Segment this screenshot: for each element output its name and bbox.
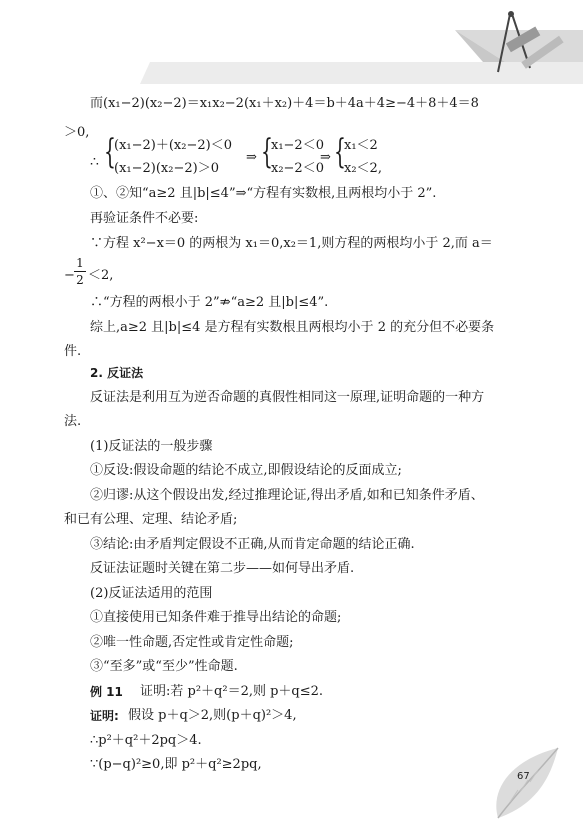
therefore-symbol: ∴ bbox=[90, 154, 99, 170]
subheading: (2)反证法适用的范围 bbox=[90, 586, 213, 601]
text-line: 反证法证题时关键在第二步——如何导出矛盾. bbox=[90, 561, 355, 576]
example-label: 例 11 bbox=[90, 685, 123, 699]
proof-label: 证明: bbox=[90, 709, 119, 723]
example-text: 证明:若 p²＋q²＝2,则 p＋q≤2. bbox=[140, 684, 324, 699]
fraction-numerator: 1 bbox=[76, 256, 84, 270]
text-line: ＜2, bbox=[88, 268, 114, 283]
text-line: 而(x₁−2)(x₂−2)＝x₁x₂−2(x₁＋x₂)＋4＝b＋4a＋4≥−4＋8＋4＝8 bbox=[90, 96, 479, 111]
header-decoration bbox=[0, 0, 583, 110]
implies-arrow: ⇒ bbox=[320, 150, 331, 165]
section-heading: 2. 反证法 bbox=[90, 366, 144, 380]
text-line: 综上,a≥2 且|b|≤4 是方程有实数根且两根均小于 2 的充分但不必要条 bbox=[90, 320, 495, 335]
text-line: ∵(p−q)²≥0,即 p²＋q²≥2pq, bbox=[90, 757, 262, 772]
text-line: ∵方程 x²−x＝0 的两根为 x₁＝0,x₂＝1,则方程的两根均小于 2,而 a＝ bbox=[90, 236, 493, 251]
fraction bbox=[74, 256, 86, 287]
text-line: ①反设:假设命题的结论不成立,即假设结论的反面成立; bbox=[90, 463, 402, 478]
text-line: 和已有公理、定理、结论矛盾; bbox=[64, 512, 238, 527]
text-line: ③结论:由矛盾判定假设不正确,从而肯定命题的结论正确. bbox=[90, 537, 415, 552]
system-row: (x₁−2)＋(x₂−2)＜0 bbox=[114, 138, 232, 153]
system-row: x₁＜2 bbox=[344, 138, 378, 153]
text-line: 反证法是利用互为逆否命题的真假性相同这一原理,证明命题的一种方 bbox=[90, 390, 485, 405]
proof-text: 假设 p＋q＞2,则(p＋q)²＞4, bbox=[128, 708, 297, 723]
text-line: ∴“方程的两根小于 2”⇏“a≥2 且|b|≤4”. bbox=[90, 295, 329, 310]
left-brace: { bbox=[334, 132, 346, 172]
system-row: x₂＜2, bbox=[344, 161, 382, 176]
implies-arrow: ⇒ bbox=[246, 150, 257, 165]
text-line: ③“至多”或“至少”性命题. bbox=[90, 659, 238, 674]
fraction-denominator: 2 bbox=[76, 273, 84, 287]
text-line: 件. bbox=[64, 344, 82, 359]
left-brace: { bbox=[104, 132, 116, 172]
text-line: ①直接使用已知条件难于推导出结论的命题; bbox=[90, 610, 342, 625]
text-line: ①、②知“a≥2 且|b|≤4”⇒“方程有实数根,且两根均小于 2”. bbox=[90, 186, 437, 201]
page-number: 67 bbox=[517, 771, 530, 782]
text-line: 法. bbox=[64, 414, 82, 429]
left-brace: { bbox=[261, 132, 273, 172]
system-row: x₁−2＜0 bbox=[271, 138, 324, 153]
system-row: (x₁−2)(x₂−2)＞0 bbox=[114, 161, 219, 176]
text-line: 再验证条件不必要: bbox=[90, 211, 199, 226]
minus-sign: − bbox=[64, 268, 75, 283]
text-line: ②唯一性命题,否定性或肯定性命题; bbox=[90, 635, 294, 650]
subheading: (1)反证法的一般步骤 bbox=[90, 439, 213, 454]
text-line: ②归谬:从这个假设出发,经过推理论证,得出矛盾,如和已知条件矛盾、 bbox=[90, 488, 484, 503]
text-line: ∴p²＋q²＋2pq＞4. bbox=[90, 733, 202, 748]
text-line: ＞0, bbox=[64, 125, 90, 140]
system-row: x₂−2＜0 bbox=[271, 161, 324, 176]
